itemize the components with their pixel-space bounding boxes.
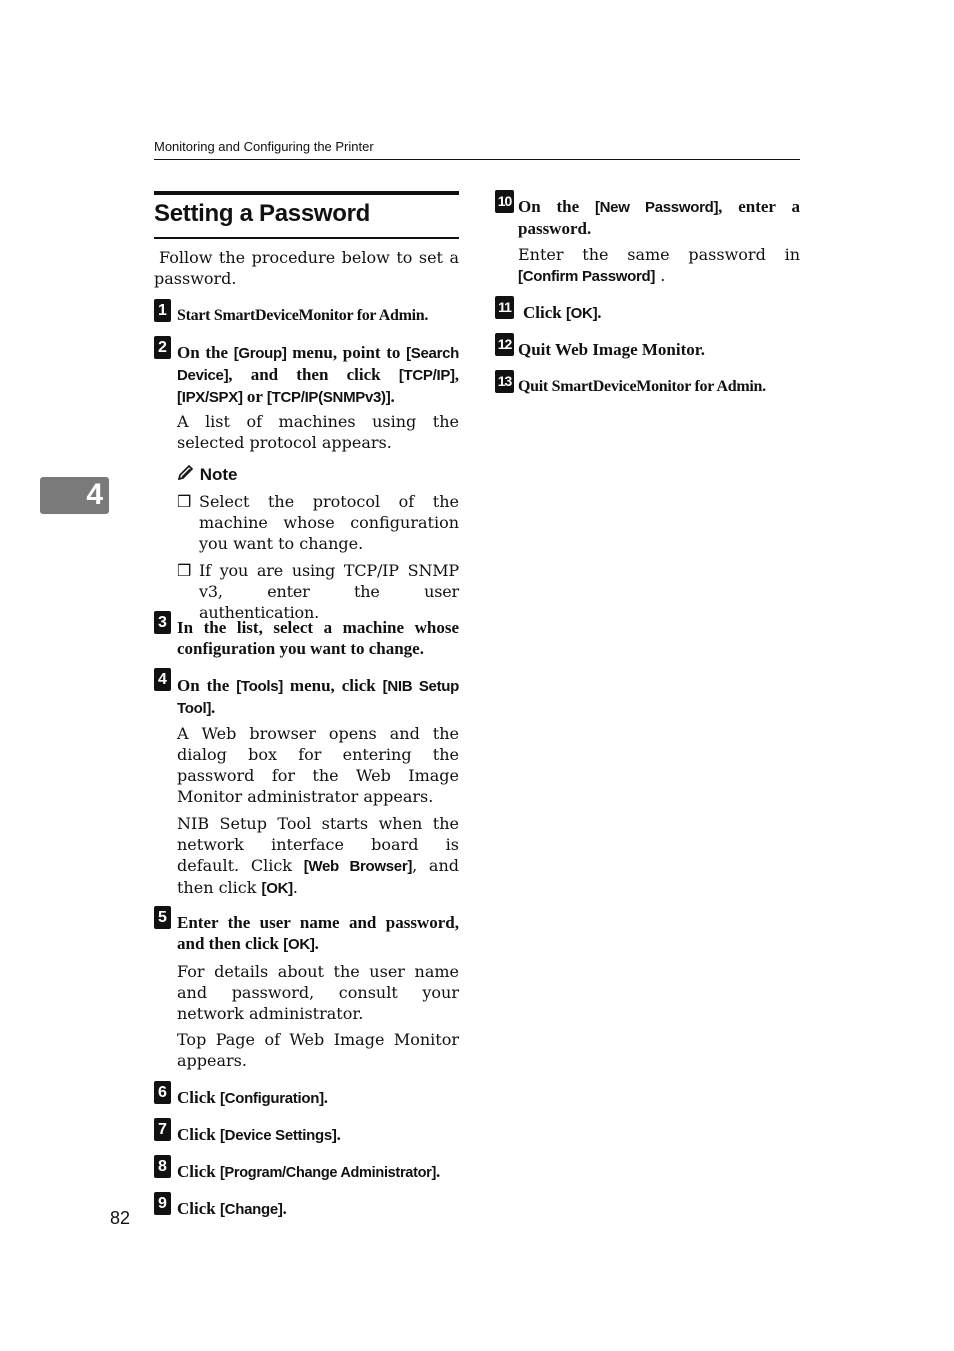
section-title: Setting a Password <box>154 200 370 227</box>
step-2-text-f: . <box>390 387 395 406</box>
step-6-text <box>177 1087 459 1109</box>
step-11-text-b: . <box>597 303 602 322</box>
step-5-text <box>177 912 459 955</box>
step-4-text <box>177 675 459 719</box>
step-number-7: 7 <box>154 1118 171 1141</box>
step-11-text-a: Click <box>523 303 566 322</box>
step-number-6: 6 <box>154 1081 171 1104</box>
note-item-text: If you are using TCP/IP SNMP v3, enter the user authentication. <box>199 561 459 622</box>
step-10-body <box>518 244 800 287</box>
ipxspx-label: [IPX/SPX] <box>177 389 243 406</box>
ok-label: [OK] <box>261 880 293 897</box>
step-number-13: 13 <box>495 370 514 393</box>
header-rule <box>154 159 800 160</box>
step-12-text: Quit Web Image Monitor. <box>518 340 706 359</box>
step-8-text-b: . <box>436 1162 441 1181</box>
step-6-text-b: . <box>323 1088 329 1107</box>
step-9-text-b: . <box>282 1199 287 1218</box>
step-10-text <box>518 196 800 239</box>
pencil-icon <box>177 465 195 481</box>
step-2-text <box>177 342 459 408</box>
step-7-text <box>177 1124 459 1146</box>
step-number-9: 9 <box>154 1192 171 1215</box>
step-number-11: 11 <box>495 296 514 319</box>
step-3-text: In the list, select a machine whose configuration you want to change. <box>177 618 459 658</box>
step-9-text-a: Click <box>177 1199 220 1218</box>
step-number-2: 2 <box>154 336 171 359</box>
change-label: [Change] <box>219 1201 283 1218</box>
title-bottom-rule <box>154 237 459 239</box>
step-number-4: 4 <box>154 668 171 691</box>
title-top-rule <box>154 191 459 195</box>
group-menu-label: [Group] <box>233 345 287 362</box>
step-4-body-2-c: , and then click <box>177 856 459 897</box>
step-10-body-c: . <box>655 266 666 285</box>
step-number-1: 1 <box>154 299 171 322</box>
running-header: Monitoring and Configuring the Printer <box>154 139 374 154</box>
step-8-text <box>177 1161 477 1184</box>
step-number-12: 12 <box>495 333 514 356</box>
device-settings-label: [Device Settings] <box>219 1127 337 1144</box>
confirm-password-label: [Confirm Password] <box>518 268 656 285</box>
nib-setup-tool-label: [NIB Setup Tool] <box>177 678 460 717</box>
program-change-admin-label: [Program/Change Administrator] <box>219 1165 437 1181</box>
step-6-text-a: Click <box>177 1088 220 1107</box>
configuration-label: [Configuration] <box>219 1090 324 1107</box>
step-8-text-a: Click <box>177 1162 220 1181</box>
tcpip-snmpv3-label: [TCP/IP(SNMPv3)] <box>266 389 391 406</box>
step-number-8: 8 <box>154 1155 171 1178</box>
step-4-text-c: . <box>211 698 216 717</box>
intro-paragraph: Follow the procedure below to set a password. <box>154 248 459 288</box>
step-number-10: 10 <box>495 190 514 213</box>
step-4-body-2-e: . <box>292 878 298 897</box>
step-2-text-a: On the <box>177 343 234 362</box>
step-2-body: A list of machines using the selected protocol appears. <box>177 412 459 452</box>
step-11-text <box>523 302 800 324</box>
checkbox-icon: ❒ <box>177 492 192 511</box>
ok-label: [OK] <box>283 936 315 953</box>
step-5-body-1: For details about the user name and password, consult your network administrator. <box>177 962 459 1023</box>
ok-label: [OK] <box>565 305 598 322</box>
step-2-text-c: , and then click <box>228 365 399 384</box>
new-password-label: [New Password] <box>594 199 719 216</box>
step-4-text-a: On the <box>177 676 237 695</box>
step-10-text-a: On the <box>518 197 595 216</box>
step-7-text-a: Click <box>177 1125 220 1144</box>
step-10-body-a: Enter the same password in <box>518 245 800 264</box>
step-2-text-b: menu, point to <box>286 343 407 362</box>
page-number: 82 <box>110 1208 131 1228</box>
step-4-text-b: menu, click <box>283 676 383 695</box>
step-number-3: 3 <box>154 611 171 634</box>
search-device-label: [Search Device] <box>177 345 460 384</box>
step-4-body-1: A Web browser opens and the dialog box for entering the password for the Web Image Monitor administrator appears. <box>177 724 459 806</box>
step-5-text-a: Enter the user name and password, and then click <box>177 913 459 953</box>
step-5-body-2: Top Page of Web Image Monitor appears. <box>177 1030 459 1070</box>
step-number-5: 5 <box>154 906 171 929</box>
step-10-text-b: , enter a password. <box>518 197 800 238</box>
tcpip-label: [TCP/IP] <box>398 367 455 384</box>
step-7-text-b: . <box>336 1125 341 1144</box>
step-9-text <box>177 1198 459 1220</box>
note-item-text: Select the protocol of the machine whose configuration you want to change. <box>199 492 459 553</box>
step-13-text: Quit SmartDeviceMonitor for Admin. <box>518 378 766 395</box>
tools-menu-label: [Tools] <box>236 678 283 695</box>
web-browser-label: [Web Browser] <box>303 858 413 875</box>
checkbox-icon: ❒ <box>177 561 192 580</box>
chapter-tab <box>40 477 109 514</box>
chapter-number: 4 <box>86 478 103 511</box>
note-heading-label: Note <box>199 465 238 484</box>
step-2-text-d: , <box>454 365 459 384</box>
step-5-text-b: . <box>314 934 319 953</box>
step-4-body-2 <box>177 813 459 899</box>
step-1-text: Start SmartDeviceMonitor for Admin. <box>177 307 429 324</box>
note-heading <box>177 465 238 485</box>
step-4-body-2-a: NIB Setup Tool starts when the network interface board is default. Click <box>177 814 459 875</box>
step-2-text-e: or <box>242 387 267 406</box>
